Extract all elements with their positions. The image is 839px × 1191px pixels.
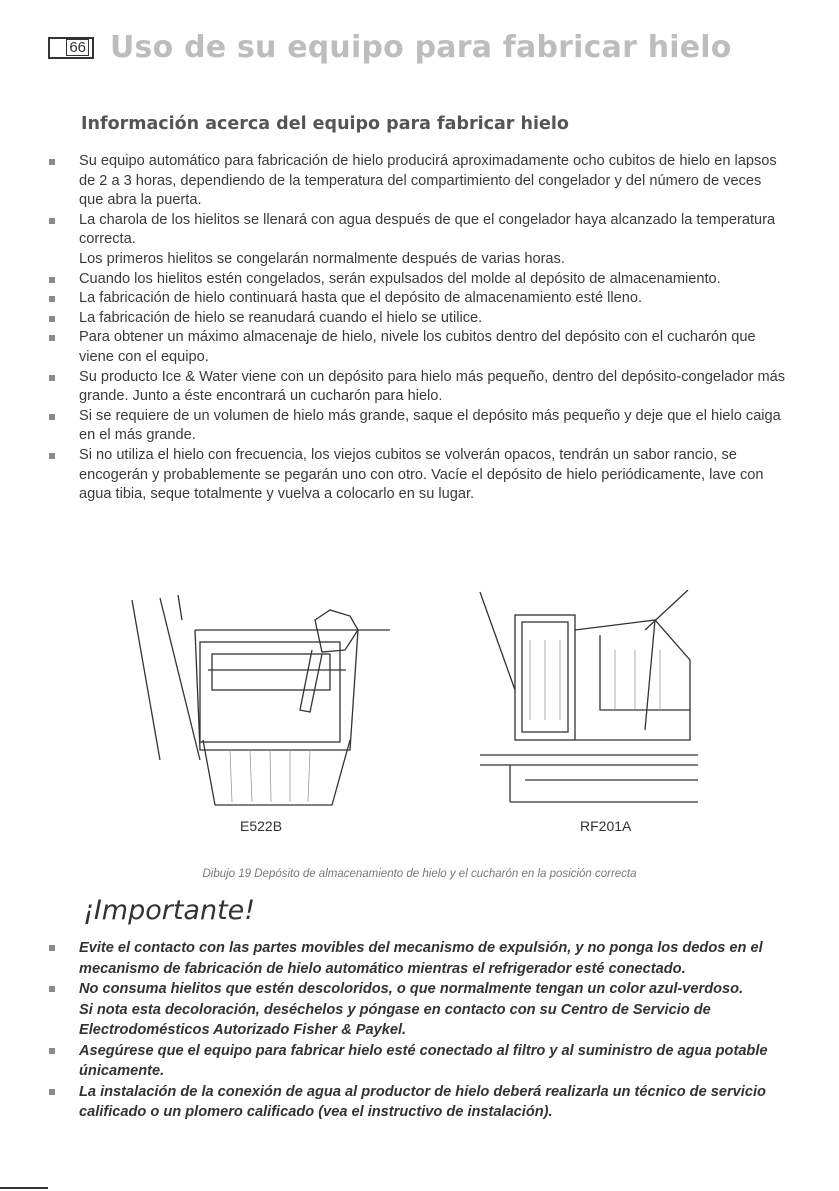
list-item: Para obtener un máximo almacenaje de hielo, nivele los cubitos dentro del depósito con el cucharón que viene con el equipo. [48, 328, 788, 367]
bullet-icon [49, 277, 55, 283]
bullet-icon [49, 375, 55, 381]
bullet-icon [49, 218, 55, 224]
bullet-icon [49, 296, 55, 302]
list-item: Cuando los hielitos estén congelados, serán expulsados del molde al depósito de almacenamiento. [48, 270, 788, 290]
figures-area [0, 590, 839, 850]
figure-label-e522b: E522B [240, 818, 283, 834]
list-item: La fabricación de hielo continuará hasta que el depósito de almacenamiento esté lleno. [48, 289, 788, 309]
list-item: Su equipo automático para fabricación de hielo producirá aproximadamente ocho cubitos de hielo en lapsos de 2 a 3 horas, dependiendo de la temperatura del compartimiento del congelador y del número de veces que abra la puerta. [48, 152, 788, 211]
page-title: Uso de su equipo para fabricar hielo [110, 30, 732, 65]
info-bullet-list [48, 152, 788, 505]
figure-label-rf201a: RF201A [580, 818, 632, 834]
list-item: La instalación de la conexión de agua al productor de hielo deberá realizarla un técnico de servicio calificado o un plomero calificado (vea el instructivo de instalación). [48, 1082, 808, 1123]
bullet-icon [49, 453, 55, 459]
ice-bin-drawing-e522b [132, 595, 390, 805]
bullet-icon [49, 1089, 55, 1095]
important-heading: ¡Importante! [83, 895, 256, 926]
bullet-icon [49, 316, 55, 322]
list-item: No consuma hielitos que estén descoloridos, o que normalmente tengan un color azul-verdoso. Si nota esta decoloración, deséchelos y póngase en contacto con su Centro de Servicio de Electrodomésticos Autorizado Fisher & Paykel. [48, 979, 808, 1041]
bullet-icon [49, 159, 55, 165]
list-item: La fabricación de hielo se reanudará cuando el hielo se utilice. [48, 309, 788, 329]
ice-bin-drawing-rf201a [480, 590, 698, 802]
footer-rule [0, 1187, 48, 1189]
page-header [48, 30, 732, 65]
list-item: La charola de los hielitos se llenará con agua después de que el congelador haya alcanzado la temperatura correcta. Los primeros hielitos se congelarán normalmente después de varias horas. [48, 211, 788, 270]
important-list [48, 938, 808, 1123]
bullet-icon [49, 1048, 55, 1054]
bullet-icon [49, 335, 55, 341]
bullet-icon [49, 945, 55, 951]
list-item: Si no utiliza el hielo con frecuencia, los viejos cubitos se volverán opacos, tendrán un sabor rancio, se encogerán y probablemente se pegarán uno con otro. Vacíe el depósito de hielo periódicamente, lave con agua tibia, seque totalmente y vuelva a colocarlo en su lugar. [48, 446, 788, 505]
section-title: Información acerca del equipo para fabricar hielo [81, 114, 569, 134]
list-item: Asegúrese que el equipo para fabricar hielo esté conectado al filtro y al suministro de agua potable únicamente. [48, 1041, 808, 1082]
bullet-icon [49, 986, 55, 992]
list-item: Si se requiere de un volumen de hielo más grande, saque el depósito más pequeño y deje que el hielo caiga en el más grande. [48, 407, 788, 446]
ice-bin-illustrations [0, 590, 839, 850]
bullet-icon [49, 414, 55, 420]
list-item: Evite el contacto con las partes movibles del mecanismo de expulsión, y no ponga los dedos en el mecanismo de fabricación de hielo automático mientras el refrigerador esté conectado. [48, 938, 808, 979]
page-number-box [48, 37, 94, 59]
figure-caption: Dibujo 19 Depósito de almacenamiento de hielo y el cucharón en la posición correcta [202, 868, 637, 880]
page-number: 66 [66, 39, 89, 56]
list-item: Su producto Ice & Water viene con un depósito para hielo más pequeño, dentro del depósito-congelador más grande. Junto a éste encontrará un cucharón para hielo. [48, 368, 788, 407]
